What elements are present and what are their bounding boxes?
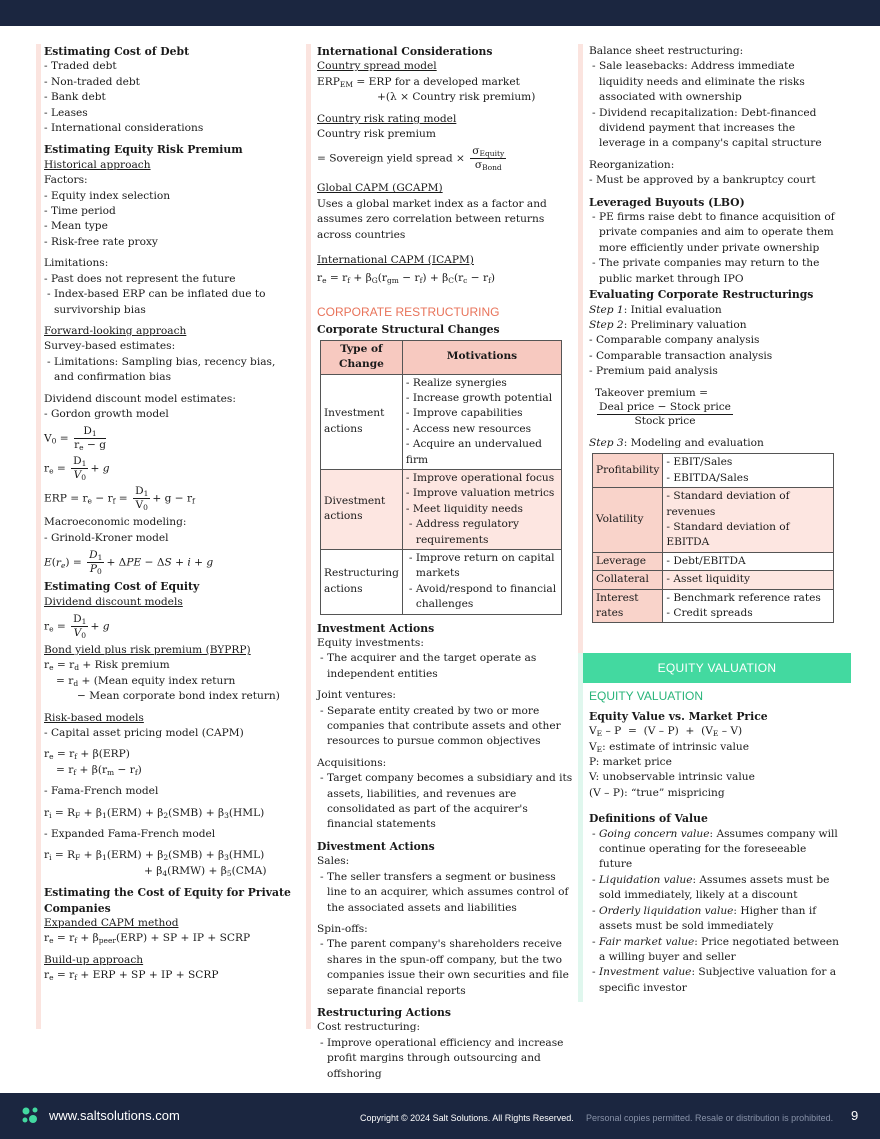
label: Joint ventures:: [317, 689, 396, 702]
equity-valuation-section: [578, 653, 842, 1002]
list-item: - Improve operational efficiency and increase profit margins through outsourcing and offshoring: [320, 1036, 564, 1080]
forward-heading: Forward-looking approach: [44, 324, 187, 337]
label: Balance sheet restructuring:: [589, 45, 744, 57]
eval-title: Evaluating Corporate Restructurings: [589, 288, 814, 302]
gcapm-text: Uses a global market index as a factor and assumes zero correlation between returns across countries: [317, 197, 547, 241]
grinold-formula: $E(r_e)$ = $\frac{D_1}{P_0}$ + ΔPE − ΔS + i + g: [44, 549, 214, 577]
eff-formula-2: + $\beta_4(RMW) + \beta_5(CMA)$: [144, 864, 267, 878]
list-item: - Limitations: Sampling bias, recency bias, and confirmation bias: [47, 355, 276, 384]
list-item: - Target company becomes a subsidiary and its assets, liabilities, and revenues are consolidated as part of the acquirer's financial statements: [320, 772, 573, 831]
list-item: - International considerations: [44, 122, 204, 135]
expanded-capm-heading: Expanded CAPM method: [44, 917, 179, 930]
table-row: Interest rates - Benchmark reference rates - Credit spreads: [593, 589, 834, 623]
step-3: Step 3: Modeling and evaluation: [589, 436, 764, 449]
re-formula: $r_e$ = $\frac{D_1}{V_0}$ + g: [44, 455, 110, 483]
gordon-formula: $V_0$ = $\frac{D_1}{r_e - g}$: [44, 425, 106, 453]
list-item: - Liquidation value: Assumes assets must be sold immediately, likely at a discount: [592, 873, 830, 902]
table-cell: Investment actions: [321, 374, 403, 469]
private-title: Estimating the Cost of Equity for Private Companies: [44, 886, 291, 915]
icapm-heading: International CAPM (ICAPM): [317, 254, 474, 267]
list-item: - Sale leasebacks: Address immediate liquidity needs and eliminate the risks associated with ownership: [592, 60, 805, 104]
erp-em-rhs2: +(λ × Country risk premium): [377, 91, 536, 104]
table-header: Type of Change: [321, 340, 403, 374]
p-def: P: market price: [589, 756, 672, 769]
list-item: - Separate entity created by two or more companies that contribute assets and other resources to pursue common objectives: [320, 704, 561, 748]
table-header: Motivations: [402, 340, 561, 374]
byprp-formula-1: $r_e = r_d$ + Risk premium: [44, 659, 170, 673]
limitations-label: Limitations:: [44, 257, 109, 270]
list-item: - Traded debt: [44, 60, 117, 73]
structural-title: Corporate Structural Changes: [317, 323, 500, 337]
buildup-formula: $r_e = r_f$ + ERP + SP + IP + SCRP: [44, 969, 219, 983]
sov-text: = Sovereign yield spread ×: [317, 152, 465, 165]
list-item: - Gordon growth model: [44, 407, 169, 420]
list-item: - The parent company's shareholders receive shares in the spun-off company, but the two companies issue their own securities and file separate financial reports: [320, 938, 569, 997]
coe-title: Estimating Cost of Equity: [44, 580, 200, 594]
survey-label: Survey-based estimates:: [44, 340, 176, 353]
table-row: [321, 374, 562, 469]
lbo-title: Leveraged Buyouts (LBO): [589, 195, 745, 209]
list-item: - Time period: [44, 205, 116, 218]
evmp-title: Equity Value vs. Market Price: [589, 709, 768, 723]
list-item: - Capital asset pricing model (CAPM): [44, 727, 244, 739]
list-item: - Bank debt: [44, 91, 106, 104]
label: Cost restructuring:: [317, 1021, 421, 1034]
erp-title: Estimating Equity Risk Premium: [44, 143, 243, 157]
list-item: - Comparable company analysis: [589, 334, 760, 347]
list-item: - Dividend recapitalization: Debt-financed dividend payment that increases the leverage in a company's capital structure: [592, 106, 822, 150]
country-spread-heading: Country spread model: [317, 60, 437, 73]
page-number: 9: [851, 1108, 859, 1123]
permission-text: Personal copies permitted. Resale or distribution is prohibited.: [586, 1113, 834, 1123]
list-item: - Going concern value: Assumes company will continue operating for the foreseeable future: [592, 827, 838, 871]
capm-formula-2: = $r_f + \beta(r_m - r_f)$: [56, 763, 142, 777]
factors-label: Factors:: [44, 174, 88, 187]
defs-title: Definitions of Value: [589, 812, 708, 826]
eff-formula-1: $r_i = R_F + \beta_1(ERM) + \beta_2(SMB) + \beta_3(HML)$: [44, 849, 265, 863]
column-1: [36, 44, 296, 1029]
list-item: - Mean type: [44, 220, 108, 233]
v-def: V: unobservable intrinsic value: [589, 771, 755, 784]
top-bar: [0, 0, 880, 26]
list-item: - Leases: [44, 106, 88, 119]
macro-label: Macroeconomic modeling:: [44, 516, 187, 529]
table-row: Volatility - Standard deviation of revenues - Standard deviation of EBITDA: [593, 488, 834, 553]
label: Reorganization:: [589, 158, 675, 171]
table-row: [321, 549, 562, 614]
table-cell: - Improve operational focus - Improve valuation metrics - Meet liquidity needs - Address regulatory requirements: [402, 469, 561, 549]
footer: [0, 1093, 880, 1139]
label: Spin-offs:: [317, 922, 368, 935]
table-row: Profitability - EBIT/Sales - EBITDA/Sales: [593, 454, 834, 488]
country-rating-heading: Country risk rating model: [317, 112, 457, 125]
erp-em-formula: $ERP_{EM}$ = ERP for a developed market: [317, 75, 520, 89]
label: Sales:: [317, 855, 350, 868]
section-heading: EQUITY VALUATION: [589, 689, 704, 704]
column-2: [306, 44, 576, 1080]
list-item: - The seller transfers a segment or business line to an acquirer, which assumes control of the associated assets and liabilities: [320, 870, 569, 914]
icapm-formula: $r_e = r_f + \beta_G(r_{gm} - r_f) + \beta_C(r_c - r_f)$: [317, 272, 495, 286]
step-1: Step 1: Initial evaluation: [589, 303, 722, 316]
list-item: - Must be approved by a bankruptcy court: [589, 174, 816, 187]
list-item: - The acquirer and the target operate as independent entities: [320, 652, 537, 680]
list-item: - Index-based ERP can be inflated due to survivorship bias: [47, 288, 266, 316]
list-item: - Investment value: Subjective valuation for a specific investor: [592, 966, 837, 994]
list-item: - Fama-French model: [44, 785, 159, 798]
crp-label: Country risk premium: [317, 128, 436, 141]
intl-title: International Considerations: [317, 45, 493, 58]
label: Equity investments:: [317, 637, 424, 649]
buildup-heading: Build-up approach: [44, 953, 144, 966]
sovereign-formula: = Sovereign yield spread × $\frac{\sigma_{Equity}}{\sigma_{Bond}}$: [317, 145, 505, 173]
gcapm-heading: Global CAPM (GCAPM): [317, 182, 443, 195]
metrics-table: [592, 453, 834, 623]
table-cell: Divestment actions: [321, 469, 403, 549]
section-heading: CORPORATE RESTRUCTURING: [317, 304, 500, 319]
equity-valuation-banner: EQUITY VALUATION: [583, 653, 851, 683]
structural-table: [320, 340, 562, 615]
label: Acquisitions:: [317, 756, 387, 769]
list-item: - Equity index selection: [44, 189, 171, 202]
debt-title: Estimating Cost of Debt: [44, 45, 190, 58]
list-item: - Expanded Fama-French model: [44, 828, 216, 841]
ddm-formula: $r_e$ = $\frac{D_1}{V_0}$ + g: [44, 612, 110, 640]
risk-based-heading: Risk-based models: [44, 711, 144, 724]
list-item: - PE firms raise debt to finance acquisition of private companies and aim to operate them more efficiently under private ownership: [592, 211, 835, 254]
table-cell: - Realize synergies - Increase growth potential - Improve capabilities - Access new resources - Acquire an undervalued firm: [402, 374, 561, 469]
byprp-heading: Bond yield plus risk premium (BYPRP): [44, 643, 251, 656]
table-cell: - Improve return on capital markets - Avoid/respond to financial challenges: [402, 549, 561, 614]
erp-formula: ERP = $r_e - r_f$ = $\frac{D_1}{V_0}$ + $g - r_f$: [44, 485, 195, 513]
restructuring-cont: [578, 44, 842, 653]
list-item: - Non-traded debt: [44, 75, 140, 88]
restr-title: Restructuring Actions: [317, 1005, 451, 1019]
salt-logo-icon: [20, 1106, 42, 1126]
list-item: - Comparable transaction analysis: [589, 349, 773, 362]
ve-def: $V_E$: estimate of intrinsic value: [589, 740, 749, 754]
byprp-formula-3: − Mean corporate bond index return): [77, 690, 280, 703]
erp-em-rhs: = ERP for a developed market: [356, 75, 520, 88]
website-link[interactable]: www.saltsolutions.com: [49, 1108, 180, 1123]
ff-formula: $r_i = R_F + \beta_1(ERM) + \beta_2(SMB) + \beta_3(HML)$: [44, 806, 265, 820]
step-2: Step 2: Preliminary valuation: [589, 318, 747, 331]
inv-title: Investment Actions: [317, 621, 435, 635]
capm-formula-1: $r_e = r_f + \beta(ERP)$: [44, 748, 130, 762]
ve-formula: $V_E - P = (V - P) + (V_E - V)$: [589, 725, 743, 739]
div-title: Divestment Actions: [317, 839, 435, 853]
table-row: [321, 469, 562, 549]
list-item: - Orderly liquidation value: Higher than if assets must be sold immediately: [592, 904, 817, 933]
ddm-heading: Dividend discount models: [44, 595, 183, 608]
table-cell: Restructuring actions: [321, 549, 403, 614]
column-3: [578, 44, 842, 1029]
takeover-formula: Takeover premium = $\frac{\text{Deal price − Stock price}}{\text{Stock price}}$: [595, 386, 731, 427]
historical-heading: Historical approach: [44, 158, 151, 171]
copyright-text: Copyright © 2024 Salt Solutions. All Rights Reserved.: [360, 1113, 574, 1123]
list-item: - Premium paid analysis: [589, 365, 718, 378]
list-item: - The private companies may return to the public market through IPO: [592, 257, 820, 285]
list-item: - Past does not represent the future: [44, 272, 236, 285]
list-item: - Grinold-Kroner model: [44, 531, 169, 544]
ddm-estimates-label: Dividend discount model estimates:: [44, 392, 236, 405]
list-item: - Risk-free rate proxy: [44, 235, 158, 248]
mispricing-def: (V – P): “true” mispricing: [589, 786, 725, 799]
expanded-capm-formula: $r_e = r_f + \beta_{peer}(ERP)$ + SP + IP + SCRP: [44, 932, 251, 946]
table-row: Leverage - Debt/EBITDA: [593, 552, 834, 570]
list-item: - Fair market value: Price negotiated between a willing buyer and seller: [592, 935, 839, 963]
byprp-formula-2: = $r_d$ + (Mean equity index return: [56, 674, 236, 688]
table-row: Collateral - Asset liquidity: [593, 571, 834, 589]
